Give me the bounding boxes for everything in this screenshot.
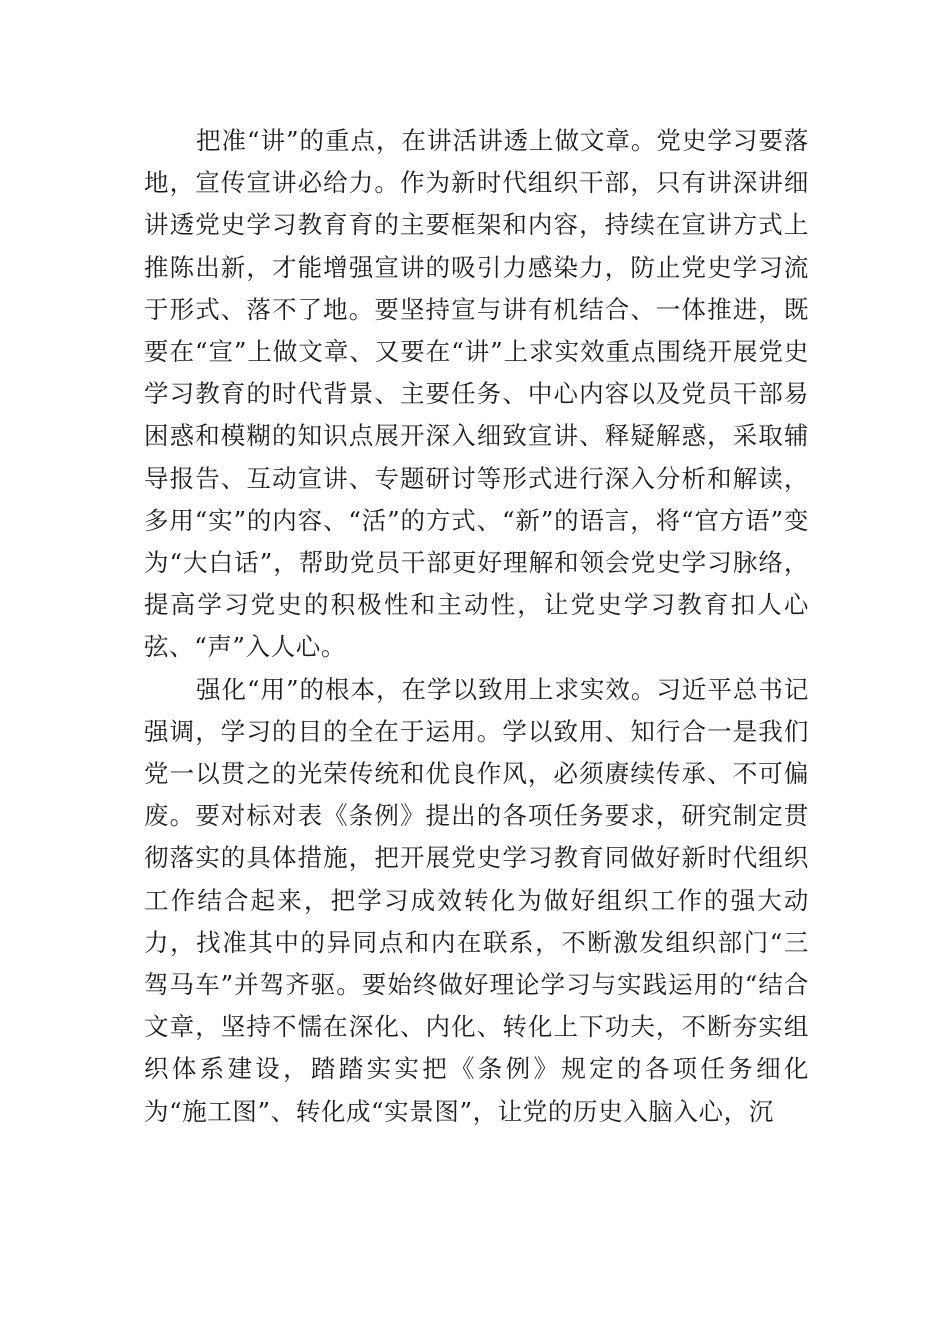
paragraph-apply-fundamental: 强化“用”的根本，在学以致用上求实效。习近平总书记强调，学习的目的全在于运用。学以致用、知行合一是我们党一以贯之的光荣传统和优良作风，必须赓续传承、不可偏废。要对标对表《条例》提出的各项任务要求，研究制定贯彻落实的具体措施，把开展党史学习教育同做好新时代组织工作结合起来，把学习成效转化为做好组织工作的强大动力，找准其中的异同点和内在联系，不断激发组织部门“三驾马车”并驾齐驱。要始终做好理论学习与实践运用的“结合文章，坚持不懦在深化、内化、转化上下功夫，不断夯实组织体系建设，踏踏实实把《条例》规定的各项任务细化为“施工图”、转化成“实景图”，让党的历史入脑入心，沉 — [144, 674, 809, 1126]
body-text — [144, 120, 809, 1133]
paragraph-explain-focus: 把准“讲”的重点，在讲活讲透上做文章。党史学习要落地，宣传宣讲必给力。作为新时代组织干部，只有讲深讲细讲透党史学习教育育的主要框架和内容，持续在宣讲方式上推陈出新，才能增强宣讲的吸引力感染力，防止党史学习流于形式、落不了地。要坚持宣与讲有机结合、一体推进，既要在“宣”上做文章、又要在“讲”上求实效重点围绕开展党史学习教育的时代背景、主要任务、中心内容以及党员干部易困惑和模糊的知识点展开深入细致宣讲、释疑解惑，采取辅导报告、互动宣讲、专题研讨等形式进行深入分析和解读，多用“实”的内容、“活”的方式、“新”的语言，将“官方语”变为“大白话”，帮助党员干部更好理解和领会党史学习脉络，提高学习党史的积极性和主动性，让党史学习教育扣人心弦、“声”入人心。 — [144, 126, 809, 662]
